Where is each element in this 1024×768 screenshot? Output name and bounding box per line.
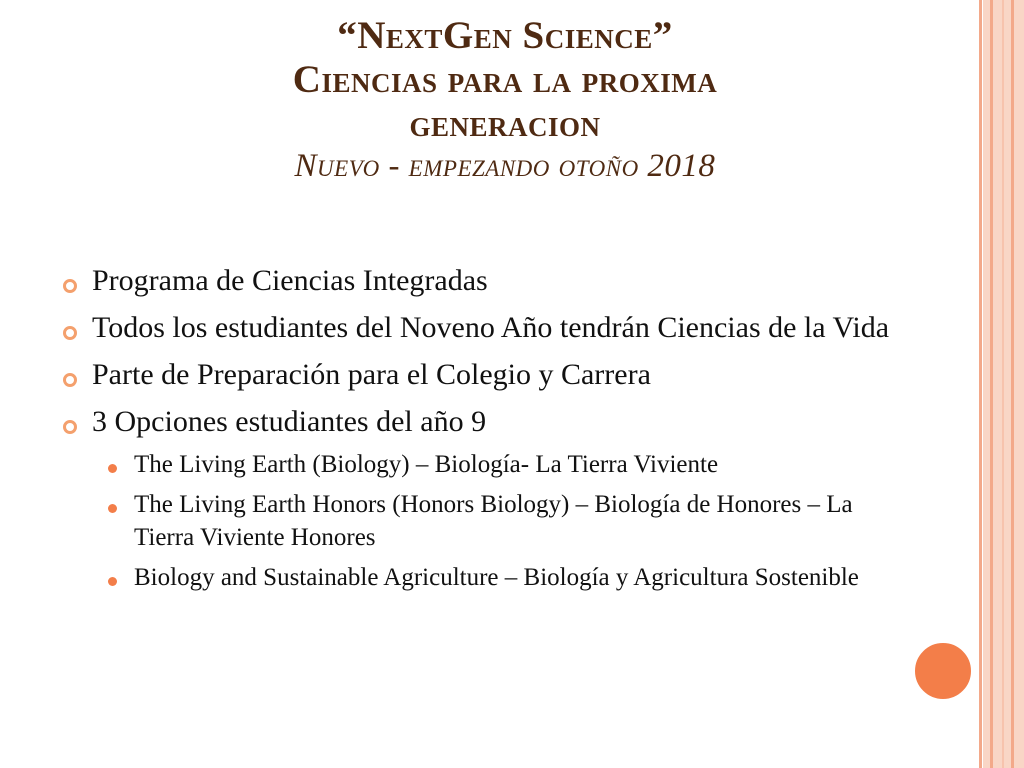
sub-bullet-text: The Living Earth (Biology) – Biología- La Tierra Viviente	[134, 451, 719, 478]
title-line: Ciencias para la proxima	[292, 58, 718, 101]
decorative-stripe	[990, 0, 993, 768]
dot-bullet-icon	[108, 577, 117, 586]
slide-body	[62, 262, 902, 601]
sub-bullet-item	[102, 561, 902, 594]
decorative-circle	[913, 641, 973, 701]
dot-bullet-icon	[108, 504, 117, 513]
ring-bullet-icon	[63, 420, 77, 434]
slide-title	[120, 14, 890, 186]
bullet-item	[62, 309, 902, 346]
bullet-item	[62, 403, 902, 440]
bullet-text: Programa de Ciencias Integradas	[92, 264, 488, 297]
bullet-text: Parte de Preparación para el Colegio y Carrera	[92, 358, 651, 391]
sub-bullet-text: The Living Earth Honors (Honors Biology) – Biología de Honores – La Tierra Viviente Honores	[134, 491, 853, 551]
sub-bullet-item	[102, 488, 902, 554]
sub-bullet-list	[102, 448, 902, 594]
bullet-item	[62, 356, 902, 393]
title-line: generacion	[409, 102, 601, 145]
decorative-stripe	[1011, 0, 1014, 768]
bullet-text: Todos los estudiantes del Noveno Año tendrán Ciencias de la Vida	[92, 311, 890, 344]
slide-subtitle: Nuevo - empezando otoño 2018	[294, 148, 716, 184]
ring-bullet-icon	[63, 279, 77, 293]
dot-bullet-icon	[108, 464, 117, 473]
bullet-text: 3 Opciones estudiantes del año 9	[92, 405, 487, 438]
decorative-stripe	[1002, 0, 1004, 768]
title-line: “NextGen Science”	[337, 14, 673, 57]
sub-bullet-item	[102, 448, 902, 481]
ring-bullet-icon	[63, 326, 77, 340]
decorative-stripe	[979, 0, 982, 768]
sub-bullet-text: Biology and Sustainable Agriculture – Biología y Agricultura Sostenible	[134, 564, 859, 591]
ring-bullet-icon	[63, 373, 77, 387]
bullet-item	[62, 262, 902, 299]
